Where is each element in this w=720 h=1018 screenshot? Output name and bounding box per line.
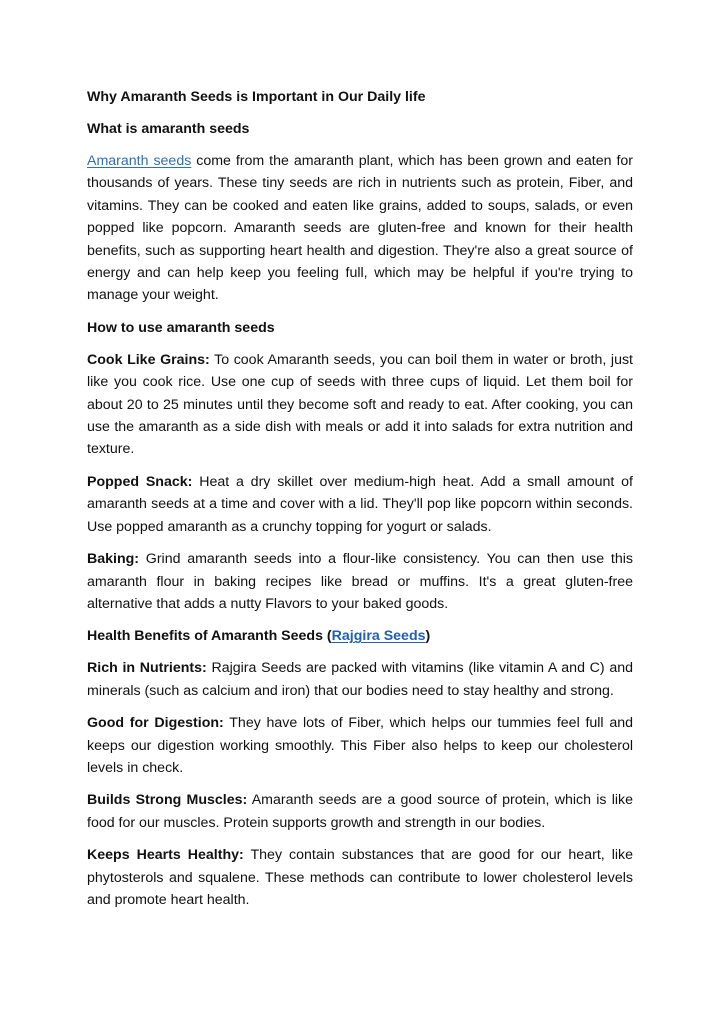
usage-item-label: Popped Snack: [87,473,193,490]
usage-item-label: Baking: [87,551,140,568]
benefits-heading [87,625,633,647]
benefit-item-label: Keeps Hearts Healthy: [87,847,244,864]
usage-item-text: To cook Amaranth seeds, you can boil them in water or broth, just like you cook rice. Use one cup of seeds with three cups of liquid. Let them boil for about 20 to 25 minutes until they become soft and ready to eat. After cooking, you can use the amaranth as a side dish with meals or add it into salads for extra nutrition and texture. [87,351,633,458]
usage-heading: How to use amaranth seeds [87,319,275,336]
usage-item-popped [87,471,633,538]
intro-heading: What is amaranth seeds [87,121,250,137]
benefit-item-text: They have lots of Fiber, which helps our tummies feel full and keeps our digestion working smoothly. This Fiber also helps to keep our cholesterol levels in check. [87,715,633,776]
benefit-item-muscles [87,789,633,834]
intro-paragraph [87,150,633,307]
benefits-heading-suffix: ) [425,628,431,645]
usage-item-text: Grind amaranth seeds into a flour-like consistency. You can then use this amaranth flour in baking recipes like bread or muffins. It's a great gluten-free alternative that adds a nutty Flavors to your baked goods. [87,551,633,612]
usage-item-baking [87,548,633,615]
benefit-item-nutrients [87,657,633,702]
benefit-item-text: Rajgira Seeds are packed with vitamins (like vitamin A and C) and minerals (such as calcium and iron) that our bodies need to stay healthy and strong. [87,660,633,699]
usage-item-cook [87,349,633,461]
benefit-item-label: Rich in Nutrients: [87,660,207,677]
usage-item-label: Cook Like Grains: [87,351,210,368]
benefit-item-label: Builds Strong Muscles: [87,792,248,809]
usage-item-text: Heat a dry skillet over medium-high heat. Add a small amount of amaranth seeds at a time and cover with a lid. They'll pop like popcorn within seconds. Use popped amaranth as a crunchy topping for yogurt or salads. [87,473,633,535]
document-title: Why Amaranth Seeds is Important in Our Daily life [87,89,426,105]
benefit-item-text: They contain substances that are good for our heart, like phytosterols and squalene. These methods can contribute to lower cholesterol levels and promote heart health. [87,847,633,908]
rajgira-seeds-link[interactable]: Rajgira Seeds [331,628,426,645]
intro-text: come from the amaranth plant, which has been grown and eaten for thousands of years. These tiny seeds are rich in nutrients such as protein, Fiber, and vitamins. They can be cooked and eaten like grains, added to soups, salads, or even popped like popcorn. Amaranth seeds are gluten-free and known for their health benefits, such as supporting heart health and digestion. They're also a great source of energy and can help keep you feeling full, which may be helpful if you're trying to manage your weight. [87,153,633,304]
benefit-item-text: Amaranth seeds are a good source of protein, which is like food for our muscles. Protein supports growth and strength in our bodies. [87,792,634,831]
benefit-item-digestion [87,712,633,779]
benefits-heading-prefix: Health Benefits of Amaranth Seeds ( [87,628,332,645]
benefit-item-heart [87,844,633,911]
benefit-item-label: Good for Digestion: [87,715,224,732]
amaranth-seeds-link[interactable]: Amaranth seeds [87,153,192,169]
document-page [87,86,633,921]
